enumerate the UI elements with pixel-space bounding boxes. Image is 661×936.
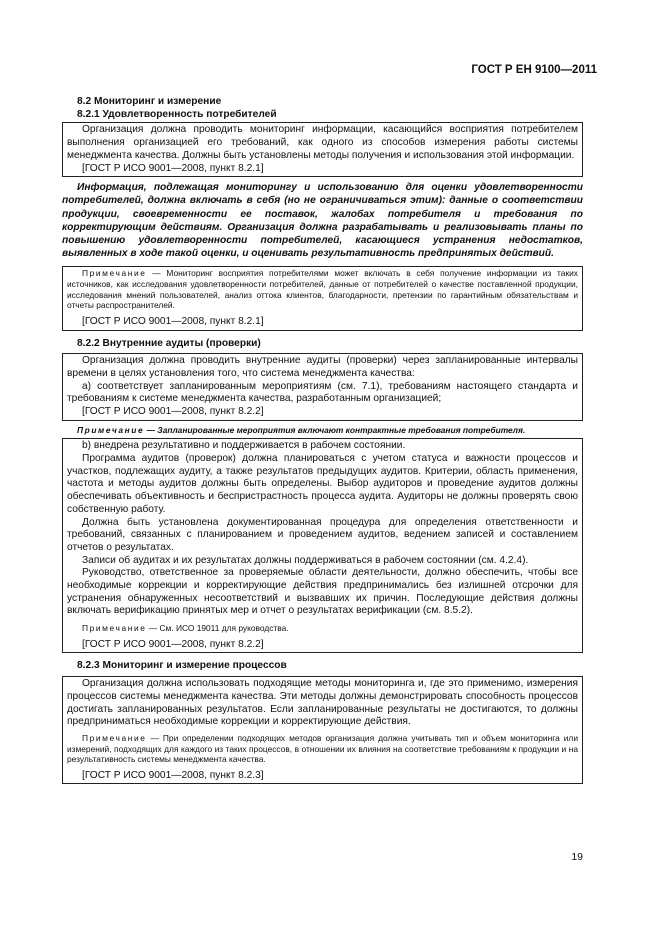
section-heading-8-2-3: 8.2.3 Мониторинг и измерение процессов [77,660,287,672]
iso-quote-text: Должна быть установлена документированная процедура для определения ответственности и требований, связанных с планированием и проведением аудитов, ведением записей и составлением отчетов о результатах. [67,516,578,553]
note-label: Примечание [82,268,147,279]
iso-quote-box [62,122,583,177]
note-paragraph [67,733,578,765]
note-text: — При определении подходящих методов организация должна учитывать тип и объем мониторинга или измерений, подходящих для каждого из таких процессов, в отношении их влияния на соответствие требованиям к продукции и на результативность системы менеджмента качества. [67,732,578,765]
aerospace-requirement-text: Информация, подлежащая мониторингу и использованию для оценки удовлетворенности потребителей, должна включать в себя (но не ограничиваться этим): данные о соответствии продукции, своевременности ее поставок, жалобах потребителя и требования по корректирующим действиям. Организация должна разрабатывать и реализовывать планы по повышению удовлетворенности потребителей, касающиеся устранения недостатков, выявленных в ходе такой оценки, и оценивать результативность предпринятых действий. [62,182,583,260]
iso-reference: [ГОСТ Р ИСО 9001—2008, пункт 8.2.2] [82,638,264,650]
iso-quote-box [62,353,583,421]
note-text: — Мониторинг восприятия потребителями может включать в себя получение информации из таких источников, как исследования удовлетворенности потребителей, данные от потребителей о качестве поставленной продукции, исследования мнений пользователей, анализ оттока клиентов, благодарности, претензии по гарантийным обязательствам и отчеты распространителей. [67,268,578,311]
iso-quote-box [62,266,583,330]
section-heading-8-2-1: 8.2.1 Удовлетворенность потребителей [77,108,277,120]
note-label: Примечание [77,424,145,435]
page-number: 19 [571,851,583,863]
iso-quote-text: Программа аудитов (проверок) должна планироваться с учетом статуса и важности процессов и участков, подлежащих аудиту, а также результатов предыдущих аудитов. Критерии, область применения, частота и методы аудитов должны быть определены. Выбор аудиторов и проведение аудитов должны обеспечивать объективность и беспристрастность процесса аудита. Аудиторы не должны проверять свою собственную работу. [67,453,578,515]
list-item-a: а) соответствует запланированным мероприятиям (см. 7.1), требованиям настоящего стандарта и требованиям к системе менеджмента качества, разработанным организацией; [67,380,578,405]
note-text: — См. ИСО 19011 для руководства. [146,623,289,634]
section-heading-8-2: 8.2 Мониторинг и измерение [77,96,222,107]
iso-quote-text: Руководство, ответственное за проверяемые области деятельности, должно обеспечить, чтобы все необходимые коррекции и корректирующие действия предпринимались без излишней отсрочки для устранения обнаруженных несоответствий и вызвавших их причин. Последующие действия должны включать верификацию принятых мер и отчет о результатах верификации (см. 8.5.2). [67,567,578,617]
aerospace-note [62,425,583,436]
document-code: ГОСТ Р ЕН 9100—2011 [471,64,597,76]
iso-quote-text: Организация должна использовать подходящие методы мониторинга и, где это применимо, измерения процессов системы менеджмента качества. Эти методы должны демонстрировать способность процессов достигать запланированных результатов. Если запланированные результаты не достигаются, то должны предприниматься необходимые коррекции и корректирующие действия. [67,678,578,728]
iso-reference: [ГОСТ Р ИСО 9001—2008, пункт 8.2.1] [82,315,264,327]
iso-quote-box [62,676,583,784]
iso-quote-text: Организация должна проводить внутренние аудиты (проверки) через запланированные интервалы времени в целях установления того, что система менеджмента качества: [67,355,578,379]
note-text: — Запланированные мероприятия включают контрактные требования потребителя. [144,424,526,435]
iso-reference: [ГОСТ Р ИСО 9001—2008, пункт 8.2.2] [82,406,264,418]
note-label: Примечание [82,732,147,743]
iso-reference: [ГОСТ Р ИСО 9001—2008, пункт 8.2.1] [82,162,264,174]
iso-quote-text: Организация должна проводить мониторинг информации, касающийся восприятия потребителем выполнения организацией его требований, как одного из способов измерения работы системы менеджмента качества. Должны быть установлены методы получения и использования этой информации. [67,124,578,161]
list-item-b: b) внедрена результативно и поддерживается в рабочем состоянии. [82,440,406,452]
note-paragraph [67,268,578,310]
iso-reference: [ГОСТ Р ИСО 9001—2008, пункт 8.2.3] [82,769,264,781]
iso-quote-box [62,438,583,653]
section-heading-8-2-2: 8.2.2 Внутренние аудиты (проверки) [77,337,261,349]
page-body [62,96,583,787]
iso-quote-text: Записи об аудитах и их результатах должны поддерживаться в рабочем состоянии (см. 4.2.4). [82,554,529,566]
note-label: Примечание [82,623,147,634]
note-paragraph [67,623,578,634]
